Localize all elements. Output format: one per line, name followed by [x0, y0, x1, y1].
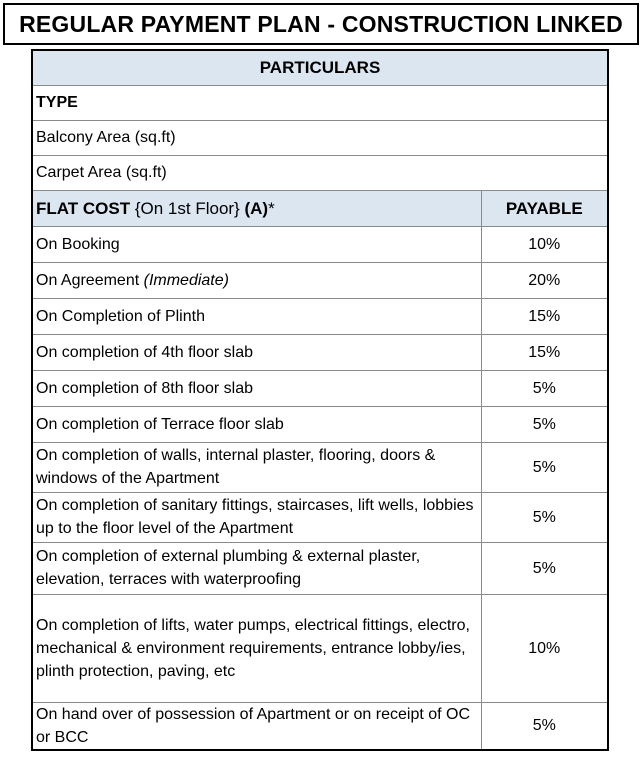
payable-cell: 5%: [481, 370, 608, 406]
table-row: [32, 334, 608, 370]
payable-cell: 5%: [481, 492, 608, 542]
stage-cell: [32, 262, 481, 298]
flat-cost-a: (A): [244, 198, 269, 218]
table-row: [32, 702, 608, 750]
flat-cost-asterisk: *: [268, 198, 275, 218]
flat-cost-bold: FLAT COST: [36, 198, 131, 218]
payable-cell: 5%: [481, 442, 608, 492]
table-row: [32, 226, 608, 262]
table-row: [32, 262, 608, 298]
flat-cost-header: [32, 190, 481, 226]
table-row: [32, 492, 608, 542]
particulars-header: PARTICULARS: [32, 50, 608, 85]
stage-italic-text: (Immediate): [143, 271, 229, 289]
stage-cell: On completion of sanitary fittings, staircases, lift wells, lobbies up to the floor level of the Apartment: [32, 492, 481, 542]
payable-cell: 20%: [481, 262, 608, 298]
payment-plan-table: [31, 49, 609, 751]
table-row: [32, 298, 608, 334]
table-row: [32, 442, 608, 492]
stage-cell: On hand over of possession of Apartment or on receipt of OC or BCC: [32, 702, 481, 750]
stage-cell: On completion of walls, internal plaster, flooring, doors & windows of the Apartment: [32, 442, 481, 492]
stage-cell: On Booking: [32, 226, 481, 262]
payable-cell: 15%: [481, 334, 608, 370]
page-title: REGULAR PAYMENT PLAN - CONSTRUCTION LINKED: [3, 3, 639, 45]
payable-cell: 5%: [481, 406, 608, 442]
payable-cell: 5%: [481, 542, 608, 594]
carpet-area-label: Carpet Area (sq.ft): [32, 155, 608, 190]
table-row: [32, 370, 608, 406]
table-row: [32, 542, 608, 594]
stage-cell: On completion of external plumbing & external plaster, elevation, terraces with waterproofing: [32, 542, 481, 594]
payable-header: PAYABLE: [481, 190, 608, 226]
payable-cell: 5%: [481, 702, 608, 750]
payable-cell: 15%: [481, 298, 608, 334]
stage-cell: On completion of Terrace floor slab: [32, 406, 481, 442]
stage-cell: On completion of lifts, water pumps, electrical fittings, electro, mechanical & environment requirements, entrance lobby/ies, plinth protection, paving, etc: [32, 594, 481, 702]
table-row: [32, 406, 608, 442]
balcony-area-label: Balcony Area (sq.ft): [32, 120, 608, 155]
stage-text: On Agreement: [36, 271, 144, 289]
payable-cell: 10%: [481, 226, 608, 262]
table-row: [32, 594, 608, 702]
type-label: TYPE: [32, 85, 608, 120]
flat-cost-floor: {On 1st Floor}: [130, 198, 245, 218]
stage-cell: On completion of 4th floor slab: [32, 334, 481, 370]
stage-cell: On completion of 8th floor slab: [32, 370, 481, 406]
stage-cell: On Completion of Plinth: [32, 298, 481, 334]
payable-cell: 10%: [481, 594, 608, 702]
